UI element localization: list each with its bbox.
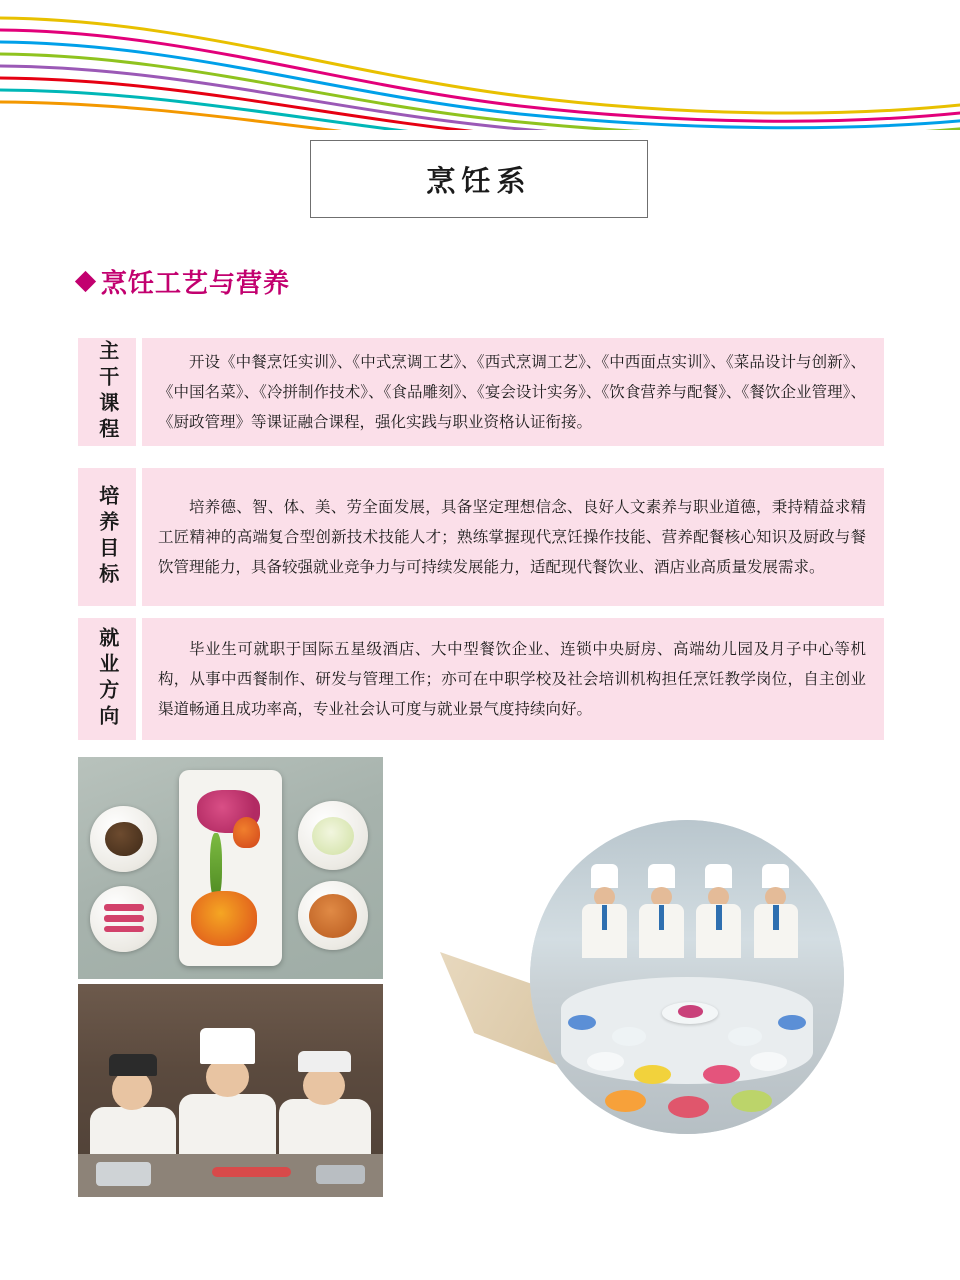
info-block-label — [78, 468, 136, 606]
page-title-box — [310, 140, 648, 218]
diamond-bullet-icon — [75, 271, 96, 292]
info-block-label — [78, 618, 136, 740]
info-block-body — [142, 468, 884, 606]
info-block-body — [142, 618, 884, 740]
collage-photo — [440, 820, 844, 1165]
jobs-label: 就业方向 — [95, 627, 120, 731]
student-chef — [637, 864, 685, 958]
plate-3 — [298, 801, 368, 870]
info-block-jobs — [78, 618, 884, 740]
collage-circle — [530, 820, 844, 1134]
info-block-body — [142, 338, 884, 446]
info-block-courses — [78, 338, 884, 446]
plate-2 — [90, 886, 157, 953]
platter-photo — [78, 757, 383, 979]
student-chef — [580, 864, 628, 958]
kitchen-photo — [78, 984, 383, 1197]
goals-text: 培养德、智、体、美、劳全面发展，具备坚定理想信念、良好人文素养与职业道德，秉持精益求精工匠精神的高端复合型创新技术技能人才；熟练掌握现代烹饪操作技能、营养配餐核心知识及厨政与餐饮管理能力，具备较强就业竞争力与可持续发展能力，适配现代餐饮业、酒店业高质量发展需求。 — [158, 497, 866, 577]
info-block-label — [78, 338, 136, 446]
kitchen-counter — [78, 1154, 383, 1197]
student-chef — [752, 864, 800, 958]
section-heading — [78, 263, 290, 300]
student-chef — [695, 864, 743, 958]
info-block-goals — [78, 468, 884, 606]
ribbon-decoration — [0, 0, 960, 130]
section-heading-label: 烹饪工艺与营养 — [101, 269, 291, 299]
courses-text: 开设《中餐烹饪实训》、《中式烹调工艺》、《西式烹调工艺》、《中西面点实训》、《菜品设计与创新》、《中国名菜》、《冷拼制作技术》、《食品雕刻》、《宴会设计实务》、《饮食营养与配餐》、《餐饮企业管理》、《厨政管理》等课证融合课程，强化实践与职业资格认证衔接。 — [158, 352, 866, 432]
jobs-text: 毕业生可就职于国际五星级酒店、大中型餐饮企业、连锁中央厨房、高端幼儿园及月子中心等机构，从事中西餐制作、研发与管理工作；亦可在中职学校及社会培训机构担任烹饪教学岗位，自主创业渠道畅通且成功率高，专业社会认可度与就业景气度持续向好。 — [158, 639, 866, 719]
goals-label: 培养目标 — [95, 485, 120, 589]
student-chefs-row — [580, 864, 800, 958]
plate-4 — [298, 881, 368, 950]
courses-label: 主干课程 — [95, 340, 120, 444]
platter-tray — [179, 770, 283, 965]
page-title: 烹饪系 — [426, 163, 532, 198]
